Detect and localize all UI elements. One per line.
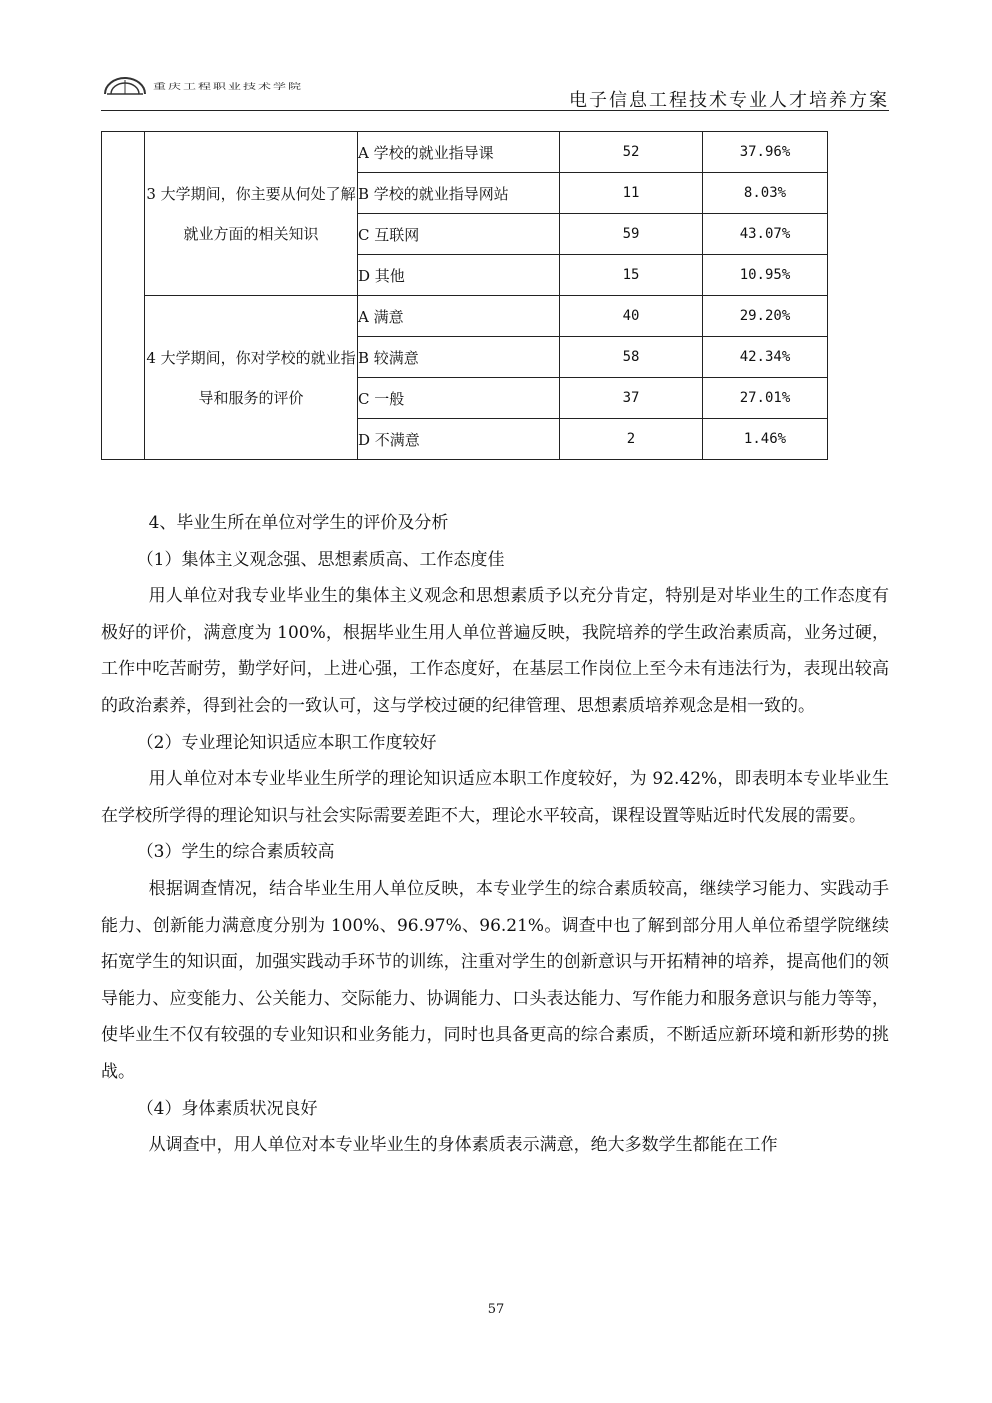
count-cell: 15 [560,255,703,296]
subheading: （4）身体素质状况良好 [136,1098,318,1119]
percent-cell: 43.07% [703,214,828,255]
paragraph: 用人单位对我专业毕业生的集体主义观念和思想素质予以充分肯定，特别是对毕业生的工作态度有极好的评价，满意度为 100%，根据毕业生用人单位普遍反映，我院培养的学生政治素质高，业务过硬，工作中吃苦耐劳，勤学好问，上进心强，工作态度好，在基层工作岗位上至今未有违法行为，表现出较高的政治素养，得到社会的一致认可，这与学校过硬的纪律管理、思想素质培养观念是相一致的。 [101,586,889,716]
table-row [102,132,828,173]
option-cell: D 不满意 [358,419,560,460]
question-cell: 4 大学期间，你对学校的就业指导和服务的评价 [145,296,358,460]
option-cell: D 其他 [358,255,560,296]
paragraph: 从调查中，用人单位对本专业毕业生的身体素质表示满意，绝大多数学生都能在工作 [148,1135,778,1156]
option-cell: C 互联网 [358,214,560,255]
percent-cell: 42.34% [703,337,828,378]
count-cell: 58 [560,337,703,378]
option-cell: C 一般 [358,378,560,419]
option-cell: B 学校的就业指导网站 [358,173,560,214]
count-cell: 37 [560,378,703,419]
percent-cell: 1.46% [703,419,828,460]
count-cell: 40 [560,296,703,337]
question-cell: 3 大学期间，你主要从何处了解就业方面的相关知识 [145,132,358,296]
subheading: （2）专业理论知识适应本职工作度较好 [136,732,437,753]
school-logo-icon [103,74,147,96]
body-content [101,505,889,1164]
page-number: 57 [487,1302,505,1317]
category-cell [102,132,145,460]
option-cell: B 较满意 [358,337,560,378]
table-row [102,296,828,337]
percent-cell: 37.96% [703,132,828,173]
count-cell: 11 [560,173,703,214]
subheading: （3）学生的综合素质较高 [136,842,335,863]
paragraph: 根据调查情况，结合毕业生用人单位反映，本专业学生的综合素质较高，继续学习能力、实践动手能力、创新能力满意度分别为 100%、96.97%、96.21%。调查中也了解到部分用人单位希望学院继续拓宽学生的知识面，加强实践动手环节的训练，注重对学生的创新意识与开拓精神的培养，提高他们的领导能力、应变能力、公关能力、交际能力、协调能力、口头表达能力、写作能力和服务意识与能力等等，使毕业生不仅有较强的专业知识和业务能力，同时也具备更高的综合素质，不断适应新环境和新形势的挑战。 [101,878,889,1082]
percent-cell: 27.01% [703,378,828,419]
percent-cell: 10.95% [703,255,828,296]
subheading: （1）集体主义观念强、思想素质高、工作态度佳 [136,549,505,570]
percent-cell: 29.20% [703,296,828,337]
document-title: 电子信息工程技术专业人才培养方案 [569,90,889,111]
option-cell: A 满意 [358,296,560,337]
school-logo-text: 重庆工程职业技术学院 [153,82,304,92]
option-cell: A 学校的就业指导课 [358,132,560,173]
percent-cell: 8.03% [703,173,828,214]
count-cell: 2 [560,419,703,460]
count-cell: 59 [560,214,703,255]
section-heading: 4、毕业生所在单位对学生的评价及分析 [148,513,449,533]
page-header [101,66,889,111]
count-cell: 52 [560,132,703,173]
survey-table [101,131,828,460]
paragraph: 用人单位对本专业毕业生所学的理论知识适应本职工作度较好，为 92.42%，即表明本专业毕业生在学校所学得的理论知识与社会实际需要差距不大，理论水平较高，课程设置等贴近时代发展的需要。 [101,769,889,826]
